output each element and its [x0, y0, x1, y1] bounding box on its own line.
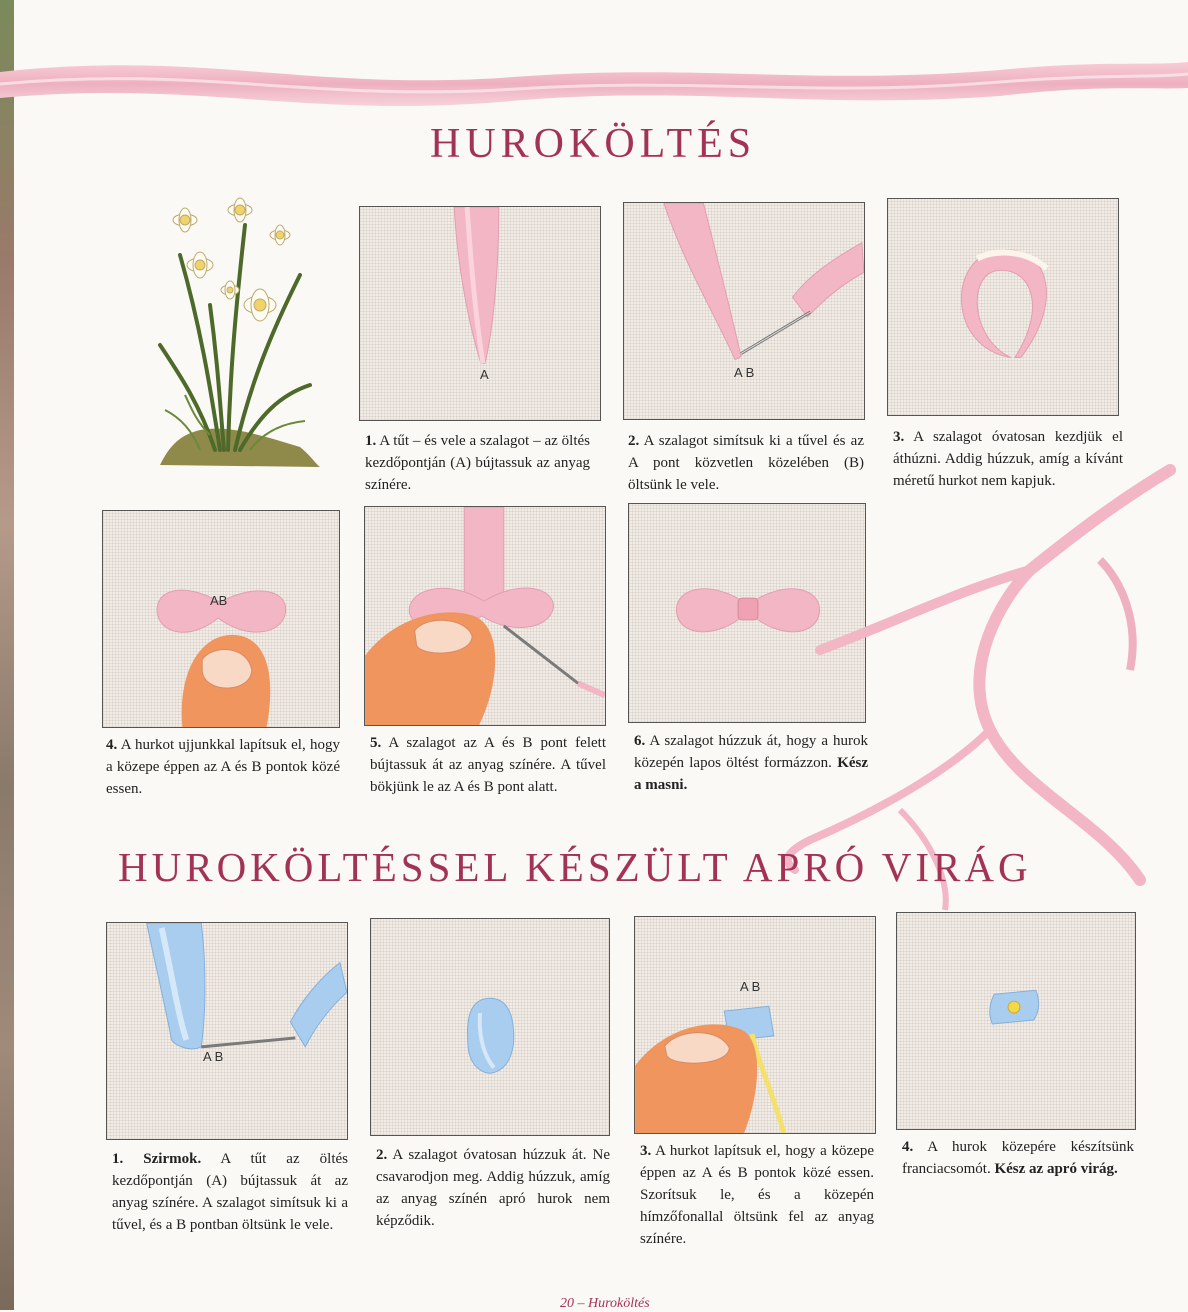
step4-caption: 4. A hurkot ujjunkkal lapítsuk el, hogy a közepe éppen az A és B pontok közé essen. [106, 737, 340, 797]
left-edge-strip [0, 0, 14, 1310]
point-label-a: A [480, 367, 489, 382]
flower-step4-photo [896, 912, 1136, 1130]
step5-photo [364, 506, 606, 726]
step4-photo [102, 510, 340, 728]
point-label-ab: A B [740, 979, 761, 994]
step3-photo [887, 198, 1119, 416]
point-label-ab: AB [210, 593, 228, 608]
flower-step1-caption: 1. Szirmok. A tűt az öltés kezdőpontján (A) bújtassuk át az anyag színére. A szalagot simítsuk ki a tűvel, és a B pontban öltsünk le vele. [112, 1151, 348, 1233]
flower-step3-caption: 3. A hurkot lapítsuk el, hogy a közepe éppen az A és B pontok közé essen. Szorítsuk le, és a közepén hímzőfonallal öltsünk fel az anyag színére. [640, 1143, 874, 1247]
step6-caption: 6. A szalagot húzzuk át, hogy a hurok közepén lapos öltést formázzon. Kész a masni. [634, 733, 869, 793]
flower-step3-photo [634, 916, 876, 1134]
flower-step4-caption: 4. A hurok közepére készítsünk franciacsomót. Kész az apró virág. [902, 1139, 1134, 1177]
step1-photo [359, 206, 601, 421]
top-ribbon-decoration [0, 40, 1188, 110]
page-footer: 20 – Huroköltés [560, 1296, 650, 1311]
step2-caption: 2. A szalagot simítsuk ki a tűvel és az A pont közvetlen közelében (B) öltsünk le vele. [628, 433, 864, 493]
step3-caption: 3. A szalagot óvatosan kezdjük el áthúzni. Addig húzzuk, amíg a kívánt méretű hurkot nem kapjuk. [893, 429, 1123, 489]
step5-caption: 5. A szalagot az A és B pont felett bújtassuk át az anyag színére. A tűvel bökjünk le az A és B pont alatt. [370, 735, 606, 795]
narcissus-illustration [140, 185, 325, 470]
flower-step2-caption: 2. A szalagot óvatosan húzzuk át. Ne csavarodjon meg. Addig húzzuk, amíg az anyag színén apró hurok nem képződik. [376, 1147, 610, 1229]
flower-step2-photo [370, 918, 610, 1136]
step2-photo [623, 202, 865, 420]
flower-section-title: HUROKÖLTÉSSEL KÉSZÜLT APRÓ VIRÁG [118, 844, 1032, 890]
flower-step1-photo [106, 922, 348, 1140]
main-title: HUROKÖLTÉS [430, 121, 757, 167]
point-label-ab: A B [734, 365, 755, 380]
point-label-ab: A B [203, 1049, 224, 1064]
step1-caption: 1. A tűt – és vele a szalagot – az öltés kezdőpontján (A) bújtassuk az anyag színére. [365, 433, 590, 493]
